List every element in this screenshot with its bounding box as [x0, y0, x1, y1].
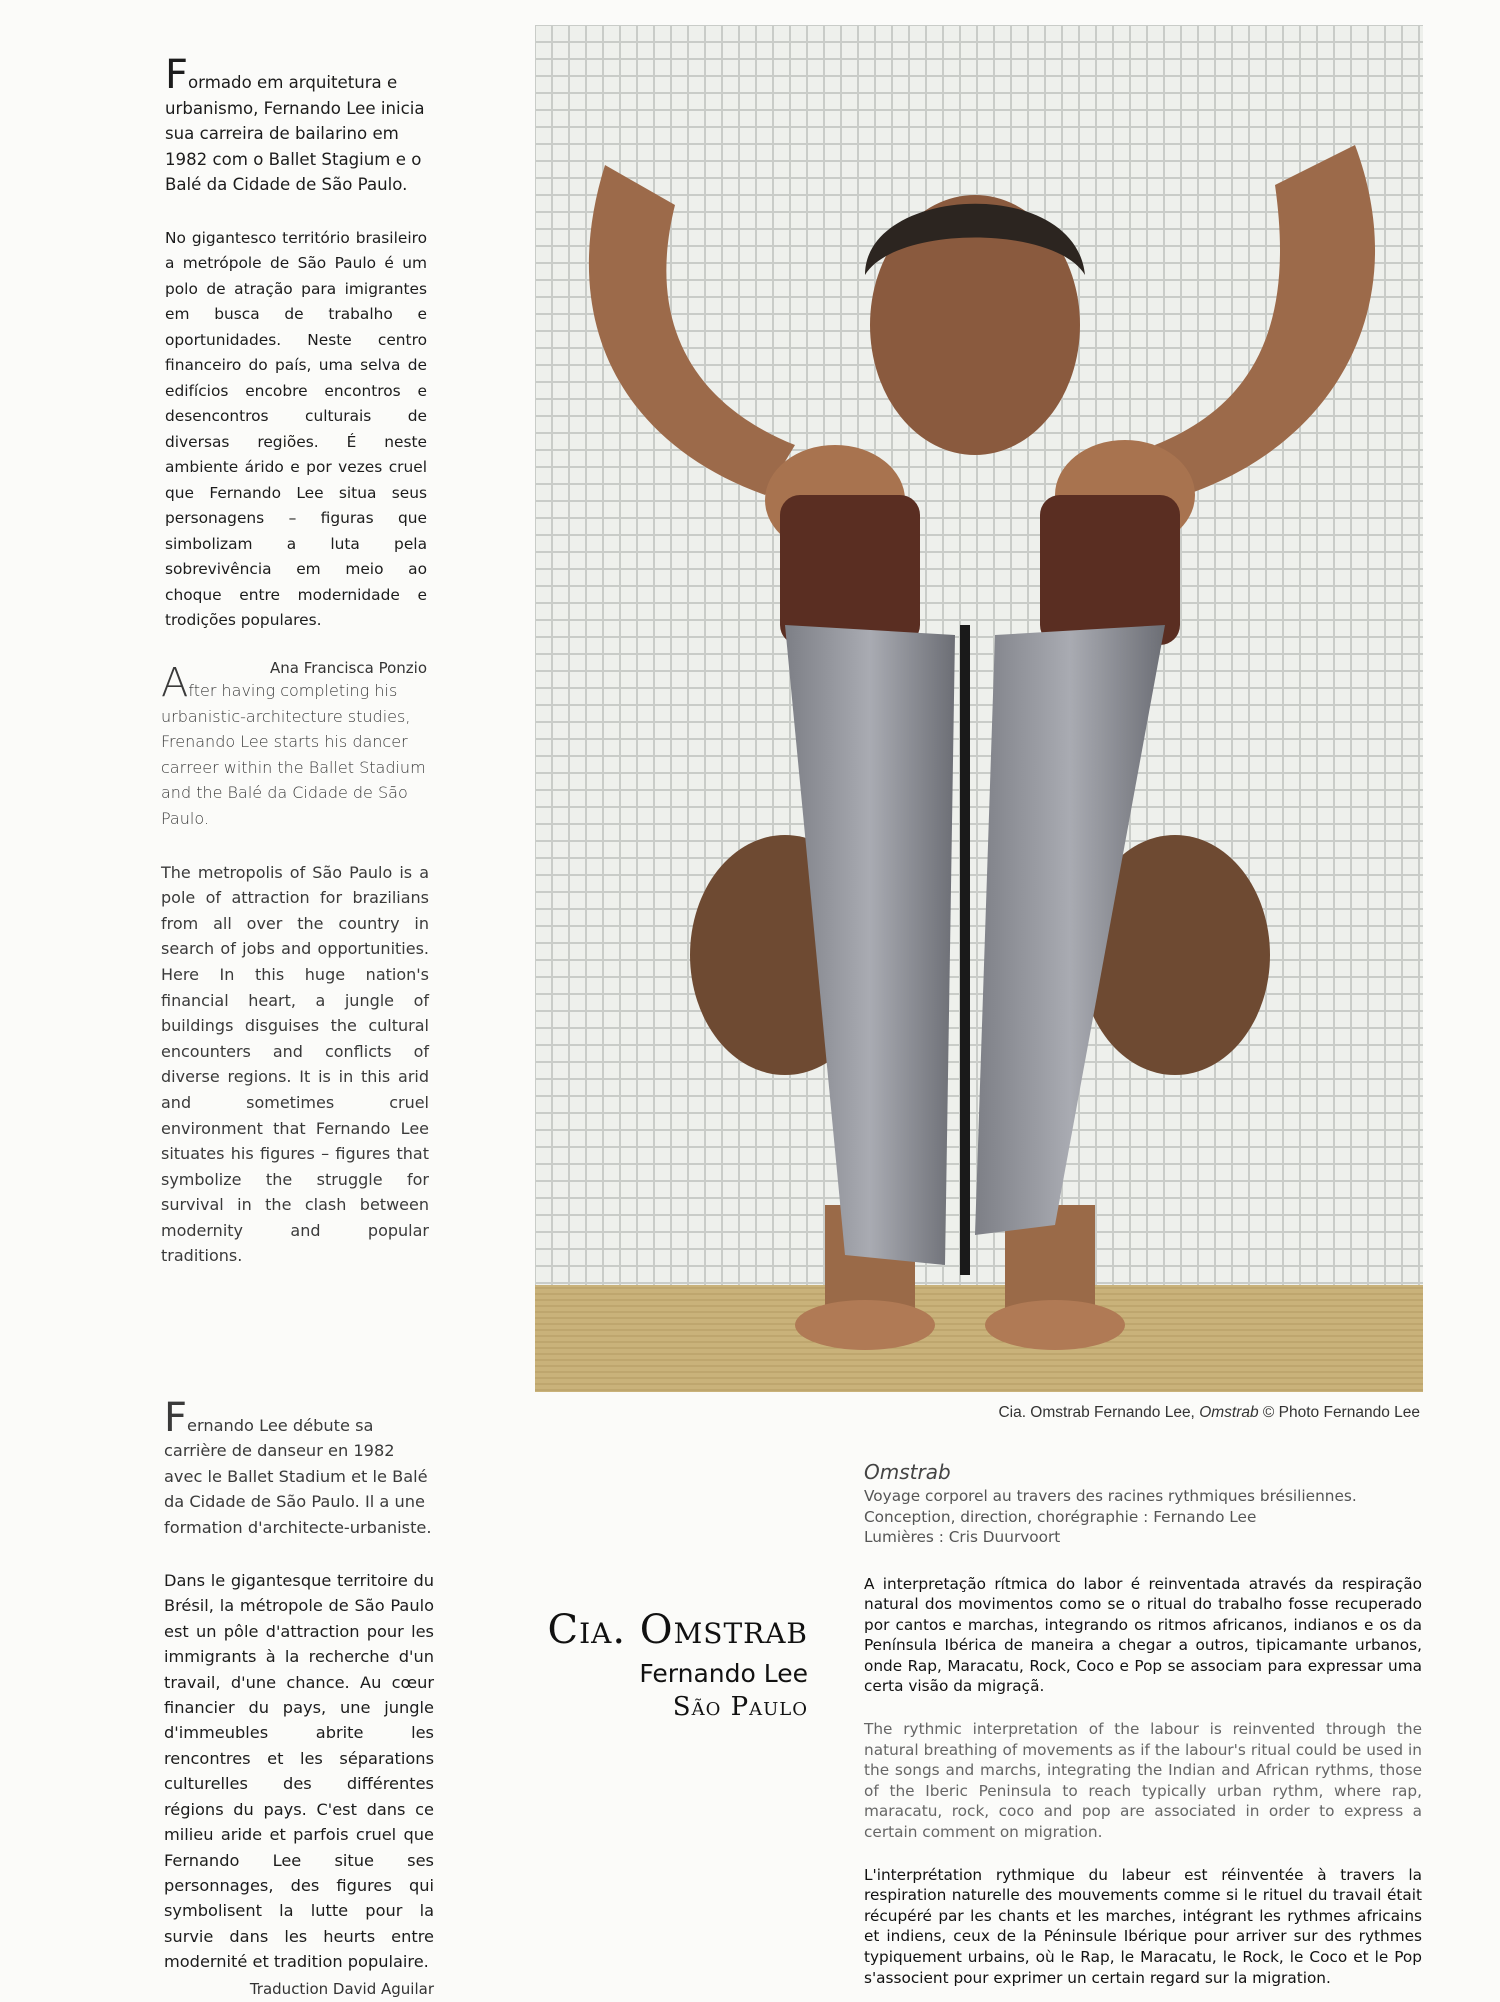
photo-caption: Cia. Omstrab Fernando Lee, Omstrab © Photo Fernando Lee: [998, 1404, 1420, 1421]
description-english: The rythmic interpretation of the labour is reinvented through the natural breathing of movements as if the labour's ritual could be used in the songs and marchs, integrating the Indian and African rythms, those of the Iberic Peninsula to reach typically urban rythm, where rap, maracatu, rock, coco and pop are associated in order to express a certain comment on migration.: [864, 1720, 1422, 1842]
choreographer-name: Fernando Lee: [639, 1659, 808, 1688]
drop-cap: F: [164, 1395, 188, 1441]
french-intro: Fernando Lee débute sa carrière de danseur en 1982 avec le Ballet Stadium et le Balé da Cidade de São Paulo. Il a une formation d'architecte-urbaniste.: [164, 1395, 432, 1537]
french-text: [164, 1395, 434, 2002]
city-name: São Paulo: [672, 1692, 808, 1722]
portuguese-body: No gigantesco território brasileiro a metrópole de São Paulo é um polo de atração para imigrantes em busca de trabalho e oportunidades. Neste centro financeiro do país, uma selva de edifícios encobre encontros e desencontros culturais de diversas regiões. É neste ambiente árido e por vezes cruel que Fernando Lee situa seus personagens – figuras que simbolizam a luta pela sobrevivência em meio ao choque entre modernidade e trodições populares.: [165, 228, 427, 629]
lighting-credit: Lumières : Cris Duurvoort: [864, 1528, 1061, 1546]
direction-credit: Conception, direction, chorégraphie : Fernando Lee: [864, 1507, 1257, 1526]
company-name: Cia. Omstrab: [547, 1607, 808, 1653]
french-body: Dans le gigantesque territoire du Brésil, la métropole de São Paulo est un pôle d'attraction pour les immigrants à la recherche d'un travail, d'une chance. Au cœur financier du pays, une jungle d'immeubles abrite les rencontres et les séparations culturelles des différentes régions du pays. C'est dans ce milieu aride et parfois cruel que Fernando Lee situe ses personnages, des figures qui symbolisent la lutte pour la survie dans les heurts entre modernité et tradition populaire.: [164, 1571, 434, 1972]
author-signature: Ana Francisca Ponzio: [270, 658, 427, 677]
show-subtitle: Voyage corporel au travers des racines rythmiques brésiliennes.: [864, 1487, 1357, 1505]
show-credits: [864, 1486, 1422, 1548]
english-intro: After having completing his urbanistic-architecture studies, Frenando Lee starts his dancer carreer within the Ballet Stadium and the Balé da Cidade de São Paulo.: [161, 660, 426, 828]
portuguese-text: [165, 52, 427, 681]
title-block: [440, 1607, 808, 1722]
caption-work-title: Omstrab: [1199, 1404, 1259, 1421]
show-title: Omstrab: [864, 1460, 951, 1484]
description-french: L'interprétation rythmique du labeur est réinventée à travers la respiration naturelle des mouvements comme si le rituel du travail était récupéré par les chants et les marches, intégrant les rythmes africains et indiens, ceux de la Péninsule Ibérique pour arriver sur des rythmes typiquement urbains, où le Rap, le Maracatu, le Rock, le Coco et le Pop s'associent pour exprimer un certain regard sur la migration.: [864, 1865, 1422, 1987]
translator-signature: Traduction David Aguilar: [249, 1979, 434, 1998]
dancer-photo: [535, 25, 1423, 1392]
description-portuguese: A interpretação rítmica do labor é reinventada através da respiração natural dos movimentos como se o ritual do trabalho fosse recuperado por cantos e marchas, integrando os ritmos africanos, indianos e os da Península Ibérica de maneira a chegar a outros, tipicamante urbanos, onde Rap, Maracatu, Rock, Coco e Pop se associam para expressar uma certa visão da migraçã.: [864, 1574, 1422, 1696]
english-body: The metropolis of São Paulo is a pole of attraction for brazilians from all over the country in search of jobs and opportunities. Here In this huge nation's financial heart, a jungle of buildings disguises the cultural encounters and conflicts of diverse regions. It is in this arid and sometimes cruel environment that Fernando Lee situates his figures – figures that symbolize the struggle for survival in the clash between modernity and popular traditions.: [161, 862, 429, 1266]
production-info: [864, 1460, 1422, 1988]
drop-cap: A: [161, 660, 189, 706]
portuguese-intro: Formado em arquitetura e urbanismo, Fernando Lee inicia sua carreira de bailarino em 1982 com o Ballet Stagium e o Balé da Cidade de São Paulo.: [165, 52, 425, 194]
drop-cap: F: [165, 52, 189, 98]
